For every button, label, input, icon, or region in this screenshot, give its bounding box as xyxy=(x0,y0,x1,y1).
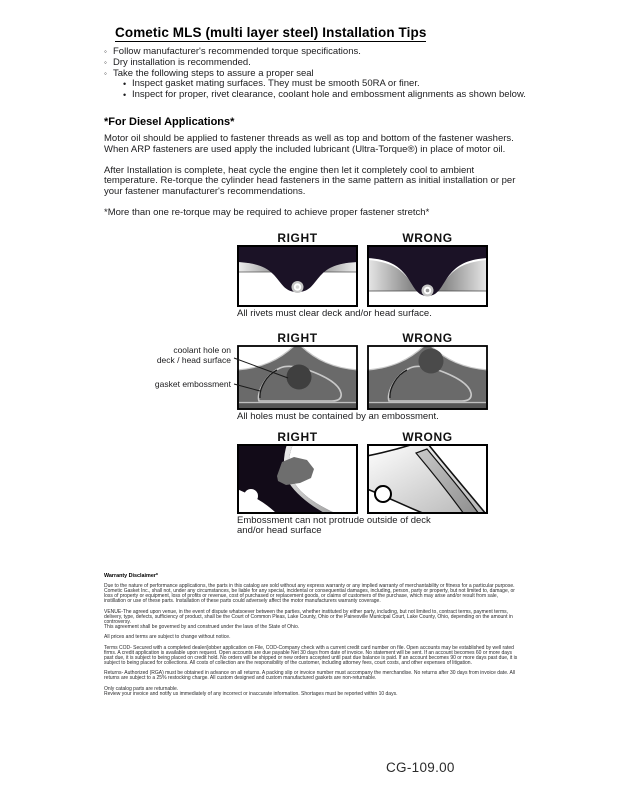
diagram-caption: Embossment can not protrude outside of deck and/or head surface xyxy=(237,514,431,537)
tip-text: Inspect for proper, rivet clearance, coolant hole and embossment alignments as shown below. xyxy=(132,89,526,101)
disclaimer-paragraph xyxy=(104,610,518,630)
tip-text: Dry installation is recommended. xyxy=(113,56,251,68)
rivet-clearance-diagram xyxy=(237,231,488,319)
tip-text: Inspect gasket mating surfaces. They must be smooth 50RA or finer. xyxy=(132,78,420,90)
circle-bullet-icon: ◦ xyxy=(104,68,107,78)
rivet-wrong-panel xyxy=(367,245,488,307)
disclaimer-paragraph: All prices and terms are subject to change without notice. xyxy=(104,634,231,640)
disclaimer-text: This agreement shall be governed by and construed under the laws of the State of Ohio. xyxy=(104,623,300,630)
dot-bullet-icon: • xyxy=(123,78,127,89)
coolant-hole-label xyxy=(100,345,231,365)
page-title: Cometic MLS (multi layer steel) Installation Tips xyxy=(115,25,427,40)
diesel-applications-heading: *For Diesel Applications* xyxy=(104,116,235,129)
gasket-embossment-label: gasket embossment xyxy=(154,379,231,389)
document-number: CG-109.00 xyxy=(386,760,455,775)
diagram-caption: All holes must be contained by an embossment. xyxy=(237,411,439,423)
list-item xyxy=(123,90,534,101)
disclaimer-text: VENUE-The agreed upon venue, in the event of dispute whatsoever between the parties, whether instituted by either party, including, but not limited to, contract terms, payment terms, delivery, type, defects, sufficiency of product, shall be the Court of Common Pleas, Lake County, Ohio or the Painesville Municipal Court, Lake County, Ohio, depending on the amount in controversy. xyxy=(104,608,513,625)
dot-bullet-icon: • xyxy=(123,89,127,100)
retorque-note: *More than one re-torque may be required to achieve proper fastener stretch* xyxy=(104,206,430,218)
disclaimer-text: Only catalog parts are returnable. xyxy=(104,685,179,692)
right-label: RIGHT xyxy=(277,231,318,245)
wrong-label: WRONG xyxy=(402,331,453,346)
tip-text: Take the following steps to assure a proper seal xyxy=(113,67,314,79)
protrusion-right-panel xyxy=(237,444,358,514)
disclaimer-paragraph: Returns- Authorized (RGA) must be obtained in advance on all returns. A packing slip or invoice number must accompany the merchandise. No returns after 30 days from invoice date. All returns are subject to a 25% restocking charge. All custom designed and custom manufactured gaskets are non-returnable. xyxy=(104,670,516,681)
embossment-protrusion-diagram xyxy=(237,430,488,537)
warranty-disclaimer xyxy=(104,573,518,702)
diesel-paragraph-1: Motor oil should be applied to fastener threads as well as top and bottom of the fastener washers. When ARP fasteners are used apply the included lubricant (Ultra-Torque®) in place of motor oil. xyxy=(104,133,514,155)
right-label: RIGHT xyxy=(277,331,318,346)
embossment-wrong-panel xyxy=(367,345,488,410)
diagram-caption: All rivets must clear deck and/or head surface. xyxy=(237,308,432,319)
callout-pointer-lines xyxy=(231,352,295,394)
disclaimer-text: Review your invoice and notify us immediately of any incorrect or inaccurate information. Shortages must be reported within 10 days. xyxy=(104,690,398,697)
circle-bullet-icon: ◦ xyxy=(104,57,107,67)
circle-bullet-icon: ◦ xyxy=(104,47,107,56)
diesel-paragraph-2: After Installation is complete, heat cycle the engine then let it completely cool to ambient temperature. Re-torque the cylinder head fasteners in the same pattern as initial installation or per your fastener manufacturer's recommendations. xyxy=(104,164,516,198)
disclaimer-paragraph xyxy=(104,687,518,697)
main-text-column xyxy=(104,24,534,219)
coolant-hole-label-line2: deck / head surface xyxy=(156,355,231,365)
protrusion-wrong-panel xyxy=(367,444,488,514)
wrong-label: WRONG xyxy=(402,231,453,245)
disclaimer-paragraph: Terms COD- Secured with a completed dealer/jobber application on File, COD-Company check with a current credit card number on file. Open accounts may be established by well rated firms. A credit application is available upon request. Open accounts are due payable Net 30 days from date of invoice. No statement will be sent. If an account becomes 60 or more days past due, it is subject to being placed on credit hold. No orders will be shipped or new orders accepted until past due balance is paid. If an account becomes 90 or more days past due, it is subject to being placed for collections. All costs of collection are the responsibility of the customer, including attorney fees, court costs, and other expenses of litigation. xyxy=(104,644,518,666)
coolant-hole-label-line1: coolant hole on xyxy=(173,345,231,355)
rivet-right-panel xyxy=(237,245,358,307)
right-label: RIGHT xyxy=(277,429,318,444)
installation-tips-list xyxy=(104,47,534,101)
tip-text: Follow manufacturer's recommended torque specifications. xyxy=(113,46,361,57)
disclaimer-paragraph: Due to the nature of performance applications, the parts in this catalog are sold without any express warranty or any implied warranty of merchantability or fitness for a particular purpose. Cometic Gasket Inc., shall not, under any circumstances, be liable for any special, incidental or consequential damages, including, person, party or property, but not limited to, damage, or loss of property or equipment, loss of profits or revenue, cost of purchased or replacement goods, or claims of customers of the purchase, which may arise and/or result from sale, instillation or use of these parts. Installation of these parts could adversely affect the motor manufacturers warranty coverage. xyxy=(104,583,515,604)
warranty-disclaimer-heading: Warranty Disclaimer* xyxy=(104,573,159,579)
wrong-label: WRONG xyxy=(402,429,453,444)
